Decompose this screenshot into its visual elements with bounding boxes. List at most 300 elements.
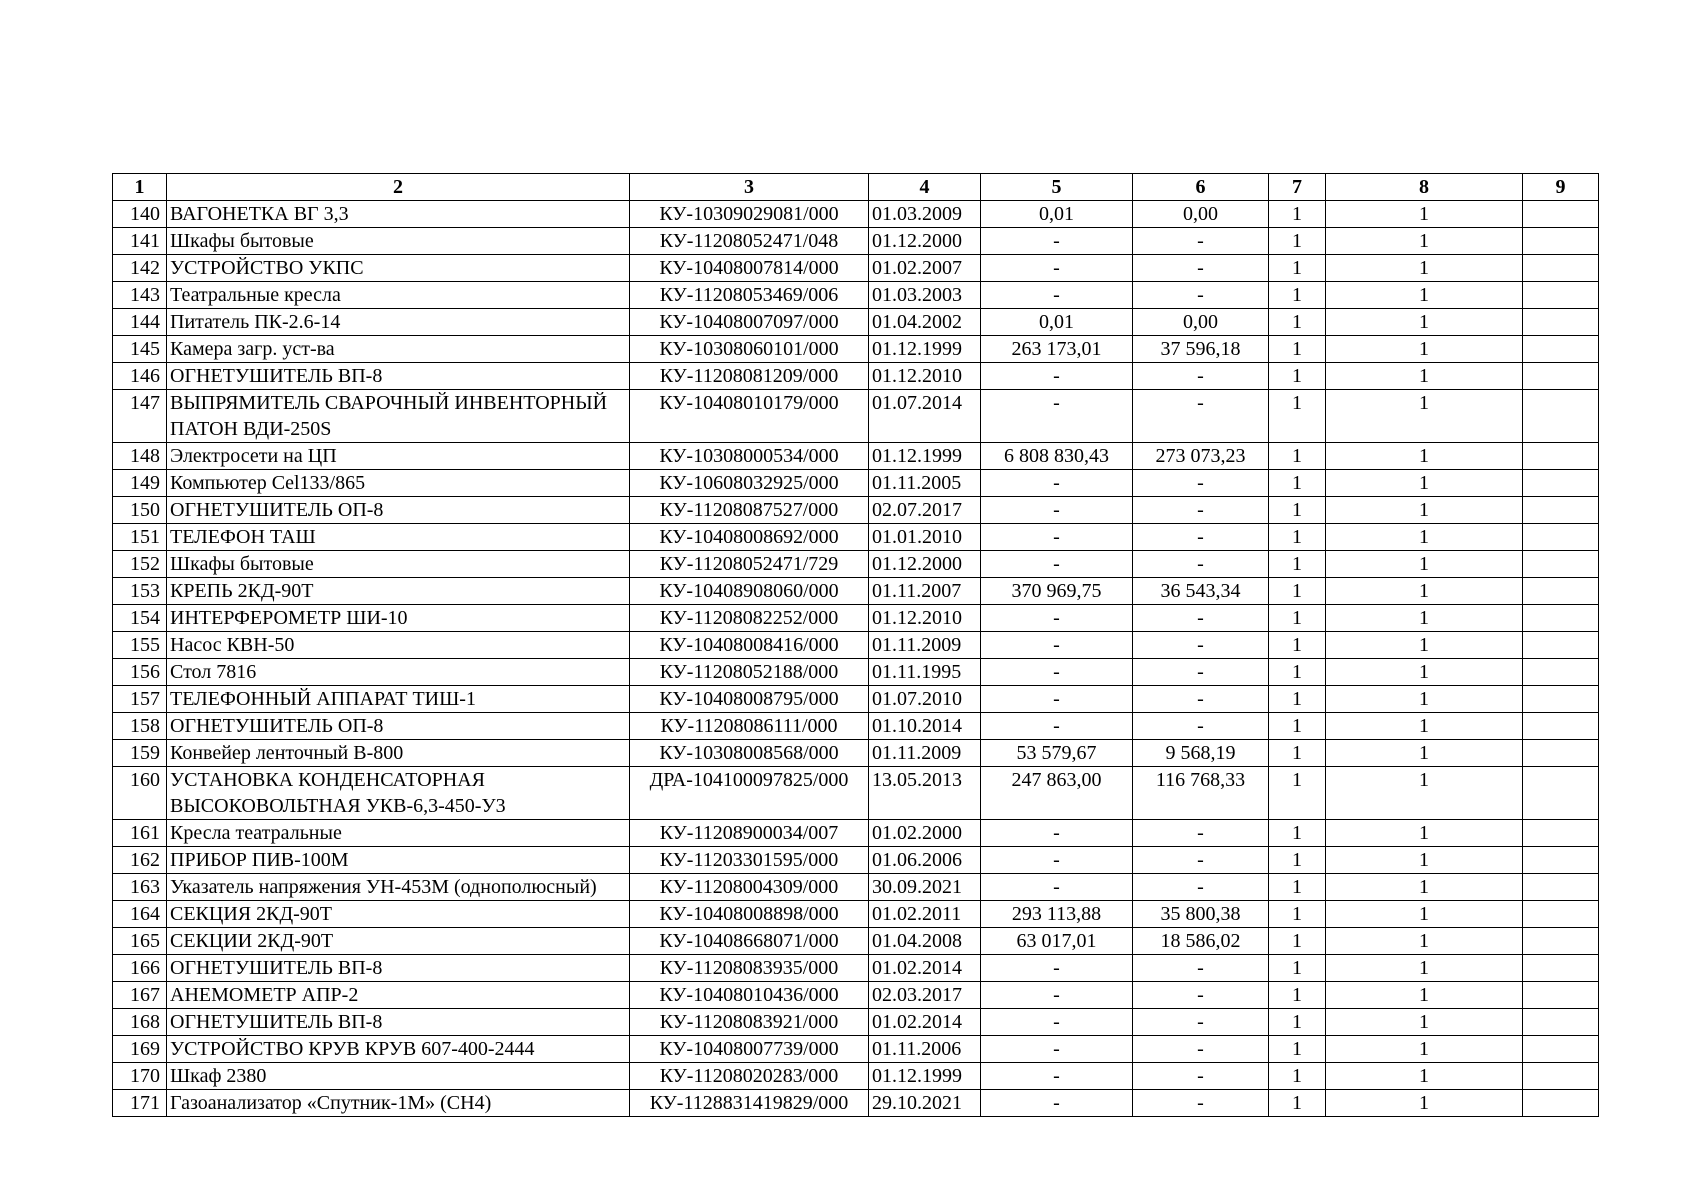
row-number-cell: 144 <box>113 309 167 336</box>
row-number-cell: 155 <box>113 632 167 659</box>
item-name-cell: УСТРОЙСТВО КРУВ КРУВ 607-400-2444 <box>167 1036 630 1063</box>
row-number-cell: 157 <box>113 686 167 713</box>
item-name-cell: ОГНЕТУШИТЕЛЬ ВП-8 <box>167 955 630 982</box>
value-col6-cell: - <box>1133 847 1269 874</box>
date-cell: 01.02.2011 <box>869 901 981 928</box>
note-col9-cell <box>1523 524 1599 551</box>
row-number-cell: 151 <box>113 524 167 551</box>
column-header: 1 <box>113 174 167 201</box>
value-col6-cell: 35 800,38 <box>1133 901 1269 928</box>
row-number-cell: 158 <box>113 713 167 740</box>
value-col5-cell: - <box>981 1063 1133 1090</box>
value-col6-cell: - <box>1133 605 1269 632</box>
value-col6-cell: 36 543,34 <box>1133 578 1269 605</box>
row-number-cell: 153 <box>113 578 167 605</box>
quantity-col8-cell: 1 <box>1326 497 1523 524</box>
item-name-cell: ОГНЕТУШИТЕЛЬ ВП-8 <box>167 363 630 390</box>
value-col5-cell: - <box>981 1036 1133 1063</box>
row-number-cell: 148 <box>113 443 167 470</box>
value-col5-cell: - <box>981 255 1133 282</box>
inventory-code-cell: КУ-11208052471/048 <box>630 228 869 255</box>
value-col6-cell: 273 073,23 <box>1133 443 1269 470</box>
value-col5-cell: - <box>981 847 1133 874</box>
value-col6-cell: - <box>1133 497 1269 524</box>
row-number-cell: 160 <box>113 767 167 820</box>
table-row <box>113 336 1599 363</box>
date-cell: 01.04.2002 <box>869 309 981 336</box>
value-col5-cell: 247 863,00 <box>981 767 1133 820</box>
value-col6-cell: 0,00 <box>1133 201 1269 228</box>
quantity-col7-cell: 1 <box>1269 551 1326 578</box>
value-col5-cell: - <box>981 470 1133 497</box>
row-number-cell: 170 <box>113 1063 167 1090</box>
column-header: 7 <box>1269 174 1326 201</box>
row-number-cell: 140 <box>113 201 167 228</box>
row-number-cell: 166 <box>113 955 167 982</box>
column-header: 9 <box>1523 174 1599 201</box>
quantity-col7-cell: 1 <box>1269 632 1326 659</box>
quantity-col8-cell: 1 <box>1326 1063 1523 1090</box>
item-name-cell: Конвейер ленточный В-800 <box>167 740 630 767</box>
row-number-cell: 152 <box>113 551 167 578</box>
date-cell: 01.12.2010 <box>869 363 981 390</box>
table-row <box>113 901 1599 928</box>
quantity-col8-cell: 1 <box>1326 605 1523 632</box>
quantity-col7-cell: 1 <box>1269 901 1326 928</box>
note-col9-cell <box>1523 309 1599 336</box>
row-number-cell: 165 <box>113 928 167 955</box>
inventory-code-cell: КУ-10408007814/000 <box>630 255 869 282</box>
quantity-col7-cell: 1 <box>1269 255 1326 282</box>
column-header: 4 <box>869 174 981 201</box>
note-col9-cell <box>1523 632 1599 659</box>
column-header: 2 <box>167 174 630 201</box>
table-row <box>113 874 1599 901</box>
quantity-col8-cell: 1 <box>1326 955 1523 982</box>
date-cell: 01.07.2014 <box>869 390 981 443</box>
date-cell: 30.09.2021 <box>869 874 981 901</box>
table-row <box>113 955 1599 982</box>
note-col9-cell <box>1523 955 1599 982</box>
date-cell: 29.10.2021 <box>869 1090 981 1117</box>
value-col6-cell: 18 586,02 <box>1133 928 1269 955</box>
note-col9-cell <box>1523 336 1599 363</box>
table-row <box>113 309 1599 336</box>
quantity-col8-cell: 1 <box>1326 982 1523 1009</box>
item-name-cell: АНЕМОМЕТР АПР-2 <box>167 982 630 1009</box>
inventory-code-cell: КУ-10408008416/000 <box>630 632 869 659</box>
item-name-cell: УСТАНОВКА КОНДЕНСАТОРНАЯ ВЫСОКОВОЛЬТНАЯ УКВ-6,3-450-У3 <box>167 767 630 820</box>
quantity-col7-cell: 1 <box>1269 363 1326 390</box>
quantity-col7-cell: 1 <box>1269 282 1326 309</box>
quantity-col7-cell: 1 <box>1269 767 1326 820</box>
date-cell: 01.01.2010 <box>869 524 981 551</box>
date-cell: 01.10.2014 <box>869 713 981 740</box>
quantity-col8-cell: 1 <box>1326 928 1523 955</box>
note-col9-cell <box>1523 767 1599 820</box>
quantity-col7-cell: 1 <box>1269 740 1326 767</box>
quantity-col8-cell: 1 <box>1326 551 1523 578</box>
value-col6-cell: - <box>1133 955 1269 982</box>
value-col6-cell: - <box>1133 1090 1269 1117</box>
item-name-cell: Стол 7816 <box>167 659 630 686</box>
inventory-code-cell: КУ-10308060101/000 <box>630 336 869 363</box>
value-col6-cell: - <box>1133 1009 1269 1036</box>
table-row <box>113 740 1599 767</box>
quantity-col7-cell: 1 <box>1269 686 1326 713</box>
inventory-code-cell: КУ-10408668071/000 <box>630 928 869 955</box>
date-cell: 01.02.2007 <box>869 255 981 282</box>
table-row <box>113 659 1599 686</box>
quantity-col7-cell: 1 <box>1269 1090 1326 1117</box>
inventory-code-cell: КУ-11208083935/000 <box>630 955 869 982</box>
note-col9-cell <box>1523 363 1599 390</box>
item-name-cell: УСТРОЙСТВО УКПС <box>167 255 630 282</box>
quantity-col8-cell: 1 <box>1326 578 1523 605</box>
row-number-cell: 159 <box>113 740 167 767</box>
date-cell: 01.12.2010 <box>869 605 981 632</box>
item-name-cell: Насос КВН-50 <box>167 632 630 659</box>
inventory-code-cell: КУ-10308008568/000 <box>630 740 869 767</box>
quantity-col7-cell: 1 <box>1269 1063 1326 1090</box>
quantity-col7-cell: 1 <box>1269 336 1326 363</box>
note-col9-cell <box>1523 686 1599 713</box>
item-name-cell: Шкафы бытовые <box>167 551 630 578</box>
row-number-cell: 141 <box>113 228 167 255</box>
inventory-code-cell: КУ-10308000534/000 <box>630 443 869 470</box>
inventory-code-cell: КУ-11208086111/000 <box>630 713 869 740</box>
value-col5-cell: 0,01 <box>981 201 1133 228</box>
date-cell: 01.02.2000 <box>869 820 981 847</box>
item-name-cell: Театральные кресла <box>167 282 630 309</box>
quantity-col8-cell: 1 <box>1326 1009 1523 1036</box>
value-col6-cell: 9 568,19 <box>1133 740 1269 767</box>
inventory-code-cell: КУ-11208020283/000 <box>630 1063 869 1090</box>
quantity-col7-cell: 1 <box>1269 1009 1326 1036</box>
inventory-code-cell: ДРА-104100097825/000 <box>630 767 869 820</box>
value-col5-cell: - <box>981 1090 1133 1117</box>
note-col9-cell <box>1523 740 1599 767</box>
date-cell: 01.11.2006 <box>869 1036 981 1063</box>
table-row <box>113 443 1599 470</box>
date-cell: 01.12.2000 <box>869 228 981 255</box>
value-col5-cell: - <box>981 820 1133 847</box>
item-name-cell: ТЕЛЕФОННЫЙ АППАРАТ ТИШ-1 <box>167 686 630 713</box>
inventory-code-cell: КУ-10608032925/000 <box>630 470 869 497</box>
table-row <box>113 551 1599 578</box>
note-col9-cell <box>1523 1090 1599 1117</box>
inventory-code-cell: КУ-1128831419829/000 <box>630 1090 869 1117</box>
quantity-col7-cell: 1 <box>1269 470 1326 497</box>
quantity-col7-cell: 1 <box>1269 847 1326 874</box>
note-col9-cell <box>1523 497 1599 524</box>
table-row <box>113 847 1599 874</box>
date-cell: 01.11.2007 <box>869 578 981 605</box>
value-col5-cell: - <box>981 228 1133 255</box>
quantity-col8-cell: 1 <box>1326 740 1523 767</box>
inventory-code-cell: КУ-10408908060/000 <box>630 578 869 605</box>
date-cell: 01.12.1999 <box>869 336 981 363</box>
value-col6-cell: - <box>1133 686 1269 713</box>
quantity-col8-cell: 1 <box>1326 443 1523 470</box>
column-header: 8 <box>1326 174 1523 201</box>
table-row <box>113 470 1599 497</box>
value-col6-cell: - <box>1133 551 1269 578</box>
item-name-cell: Указатель напряжения УН-453М (однополюсный) <box>167 874 630 901</box>
inventory-code-cell: КУ-10408007097/000 <box>630 309 869 336</box>
date-cell: 01.11.1995 <box>869 659 981 686</box>
quantity-col8-cell: 1 <box>1326 336 1523 363</box>
item-name-cell: ПРИБОР ПИВ-100М <box>167 847 630 874</box>
value-col6-cell: 37 596,18 <box>1133 336 1269 363</box>
item-name-cell: Компьютер Cel133/865 <box>167 470 630 497</box>
table-row <box>113 982 1599 1009</box>
value-col6-cell: - <box>1133 1036 1269 1063</box>
value-col5-cell: 6 808 830,43 <box>981 443 1133 470</box>
note-col9-cell <box>1523 847 1599 874</box>
note-col9-cell <box>1523 282 1599 309</box>
inventory-code-cell: КУ-10408010179/000 <box>630 390 869 443</box>
date-cell: 01.02.2014 <box>869 955 981 982</box>
value-col5-cell: - <box>981 632 1133 659</box>
row-number-cell: 146 <box>113 363 167 390</box>
value-col5-cell: - <box>981 524 1133 551</box>
inventory-code-cell: КУ-11208087527/000 <box>630 497 869 524</box>
value-col6-cell: - <box>1133 363 1269 390</box>
quantity-col8-cell: 1 <box>1326 228 1523 255</box>
row-number-cell: 164 <box>113 901 167 928</box>
value-col6-cell: - <box>1133 982 1269 1009</box>
quantity-col7-cell: 1 <box>1269 524 1326 551</box>
row-number-cell: 163 <box>113 874 167 901</box>
value-col5-cell: 53 579,67 <box>981 740 1133 767</box>
inventory-code-cell: КУ-11208052188/000 <box>630 659 869 686</box>
date-cell: 01.12.2000 <box>869 551 981 578</box>
item-name-cell: Электросети на ЦП <box>167 443 630 470</box>
quantity-col8-cell: 1 <box>1326 874 1523 901</box>
value-col5-cell: - <box>981 605 1133 632</box>
quantity-col7-cell: 1 <box>1269 713 1326 740</box>
inventory-code-cell: КУ-11208004309/000 <box>630 874 869 901</box>
column-header: 3 <box>630 174 869 201</box>
row-number-cell: 168 <box>113 1009 167 1036</box>
item-name-cell: ИНТЕРФЕРОМЕТР ШИ-10 <box>167 605 630 632</box>
value-col5-cell: 263 173,01 <box>981 336 1133 363</box>
row-number-cell: 169 <box>113 1036 167 1063</box>
row-number-cell: 143 <box>113 282 167 309</box>
table-row <box>113 228 1599 255</box>
table-body <box>113 201 1599 1117</box>
row-number-cell: 162 <box>113 847 167 874</box>
row-number-cell: 150 <box>113 497 167 524</box>
value-col5-cell: - <box>981 282 1133 309</box>
note-col9-cell <box>1523 982 1599 1009</box>
row-number-cell: 156 <box>113 659 167 686</box>
table-row <box>113 497 1599 524</box>
row-number-cell: 142 <box>113 255 167 282</box>
item-name-cell: Питатель ПК-2.6-14 <box>167 309 630 336</box>
row-number-cell: 161 <box>113 820 167 847</box>
value-col5-cell: - <box>981 390 1133 443</box>
table-row <box>113 1063 1599 1090</box>
quantity-col7-cell: 1 <box>1269 928 1326 955</box>
note-col9-cell <box>1523 928 1599 955</box>
quantity-col8-cell: 1 <box>1326 847 1523 874</box>
table-row <box>113 1036 1599 1063</box>
quantity-col8-cell: 1 <box>1326 363 1523 390</box>
quantity-col7-cell: 1 <box>1269 605 1326 632</box>
date-cell: 13.05.2013 <box>869 767 981 820</box>
table-row <box>113 820 1599 847</box>
quantity-col7-cell: 1 <box>1269 201 1326 228</box>
quantity-col8-cell: 1 <box>1326 255 1523 282</box>
value-col6-cell: - <box>1133 470 1269 497</box>
item-name-cell: Шкафы бытовые <box>167 228 630 255</box>
value-col6-cell: - <box>1133 524 1269 551</box>
value-col5-cell: - <box>981 551 1133 578</box>
note-col9-cell <box>1523 820 1599 847</box>
item-name-cell: ТЕЛЕФОН ТАШ <box>167 524 630 551</box>
header-row <box>113 174 1599 201</box>
date-cell: 01.04.2008 <box>869 928 981 955</box>
value-col6-cell: - <box>1133 820 1269 847</box>
note-col9-cell <box>1523 1009 1599 1036</box>
inventory-code-cell: КУ-11208083921/000 <box>630 1009 869 1036</box>
value-col6-cell: - <box>1133 228 1269 255</box>
quantity-col8-cell: 1 <box>1326 390 1523 443</box>
date-cell: 01.03.2003 <box>869 282 981 309</box>
quantity-col7-cell: 1 <box>1269 1036 1326 1063</box>
inventory-code-cell: КУ-11203301595/000 <box>630 847 869 874</box>
table-row <box>113 1090 1599 1117</box>
value-col6-cell: - <box>1133 255 1269 282</box>
quantity-col8-cell: 1 <box>1326 201 1523 228</box>
item-name-cell: СЕКЦИИ 2КД-90Т <box>167 928 630 955</box>
value-col6-cell: - <box>1133 632 1269 659</box>
inventory-table <box>112 173 1599 1117</box>
inventory-code-cell: КУ-11208052471/729 <box>630 551 869 578</box>
quantity-col7-cell: 1 <box>1269 659 1326 686</box>
value-col5-cell: - <box>981 713 1133 740</box>
row-number-cell: 154 <box>113 605 167 632</box>
inventory-code-cell: КУ-10408008898/000 <box>630 901 869 928</box>
quantity-col8-cell: 1 <box>1326 659 1523 686</box>
inventory-code-cell: КУ-10309029081/000 <box>630 201 869 228</box>
note-col9-cell <box>1523 659 1599 686</box>
item-name-cell: КРЕПЬ 2КД-90Т <box>167 578 630 605</box>
inventory-code-cell: КУ-10408007739/000 <box>630 1036 869 1063</box>
table-row <box>113 767 1599 820</box>
row-number-cell: 149 <box>113 470 167 497</box>
table-row <box>113 605 1599 632</box>
date-cell: 01.06.2006 <box>869 847 981 874</box>
quantity-col8-cell: 1 <box>1326 820 1523 847</box>
date-cell: 01.03.2009 <box>869 201 981 228</box>
quantity-col8-cell: 1 <box>1326 282 1523 309</box>
note-col9-cell <box>1523 713 1599 740</box>
row-number-cell: 147 <box>113 390 167 443</box>
quantity-col7-cell: 1 <box>1269 443 1326 470</box>
date-cell: 01.12.1999 <box>869 1063 981 1090</box>
note-col9-cell <box>1523 551 1599 578</box>
note-col9-cell <box>1523 1063 1599 1090</box>
value-col5-cell: - <box>981 874 1133 901</box>
note-col9-cell <box>1523 201 1599 228</box>
value-col6-cell: - <box>1133 1063 1269 1090</box>
date-cell: 02.07.2017 <box>869 497 981 524</box>
quantity-col8-cell: 1 <box>1326 901 1523 928</box>
inventory-code-cell: КУ-10408008795/000 <box>630 686 869 713</box>
table-row <box>113 928 1599 955</box>
row-number-cell: 167 <box>113 982 167 1009</box>
quantity-col7-cell: 1 <box>1269 955 1326 982</box>
table-row <box>113 1009 1599 1036</box>
value-col6-cell: - <box>1133 390 1269 443</box>
value-col5-cell: - <box>981 1009 1133 1036</box>
item-name-cell: ВАГОНЕТКА ВГ 3,3 <box>167 201 630 228</box>
note-col9-cell <box>1523 578 1599 605</box>
quantity-col8-cell: 1 <box>1326 309 1523 336</box>
table-row <box>113 632 1599 659</box>
quantity-col7-cell: 1 <box>1269 497 1326 524</box>
note-col9-cell <box>1523 228 1599 255</box>
quantity-col7-cell: 1 <box>1269 820 1326 847</box>
date-cell: 01.11.2005 <box>869 470 981 497</box>
table-row <box>113 524 1599 551</box>
inventory-code-cell: КУ-10408010436/000 <box>630 982 869 1009</box>
quantity-col8-cell: 1 <box>1326 524 1523 551</box>
value-col5-cell: 0,01 <box>981 309 1133 336</box>
date-cell: 01.11.2009 <box>869 632 981 659</box>
value-col5-cell: - <box>981 659 1133 686</box>
value-col5-cell: 370 969,75 <box>981 578 1133 605</box>
value-col5-cell: - <box>981 982 1133 1009</box>
row-number-cell: 171 <box>113 1090 167 1117</box>
inventory-code-cell: КУ-11208082252/000 <box>630 605 869 632</box>
value-col5-cell: - <box>981 686 1133 713</box>
value-col5-cell: 293 113,88 <box>981 901 1133 928</box>
note-col9-cell <box>1523 470 1599 497</box>
quantity-col8-cell: 1 <box>1326 1090 1523 1117</box>
item-name-cell: Кресла театральные <box>167 820 630 847</box>
inventory-code-cell: КУ-10408008692/000 <box>630 524 869 551</box>
value-col5-cell: - <box>981 363 1133 390</box>
note-col9-cell <box>1523 255 1599 282</box>
item-name-cell: СЕКЦИЯ 2КД-90Т <box>167 901 630 928</box>
table-row <box>113 363 1599 390</box>
item-name-cell: Шкаф 2380 <box>167 1063 630 1090</box>
note-col9-cell <box>1523 874 1599 901</box>
table-row <box>113 255 1599 282</box>
column-header: 6 <box>1133 174 1269 201</box>
item-name-cell: Камера загр. уст-ва <box>167 336 630 363</box>
quantity-col7-cell: 1 <box>1269 578 1326 605</box>
date-cell: 01.12.1999 <box>869 443 981 470</box>
inventory-code-cell: КУ-11208900034/007 <box>630 820 869 847</box>
value-col6-cell: 116 768,33 <box>1133 767 1269 820</box>
quantity-col7-cell: 1 <box>1269 874 1326 901</box>
note-col9-cell <box>1523 390 1599 443</box>
value-col5-cell: - <box>981 955 1133 982</box>
row-number-cell: 145 <box>113 336 167 363</box>
column-header: 5 <box>981 174 1133 201</box>
note-col9-cell <box>1523 901 1599 928</box>
date-cell: 01.07.2010 <box>869 686 981 713</box>
value-col6-cell: - <box>1133 874 1269 901</box>
quantity-col7-cell: 1 <box>1269 982 1326 1009</box>
table-row <box>113 201 1599 228</box>
note-col9-cell <box>1523 443 1599 470</box>
